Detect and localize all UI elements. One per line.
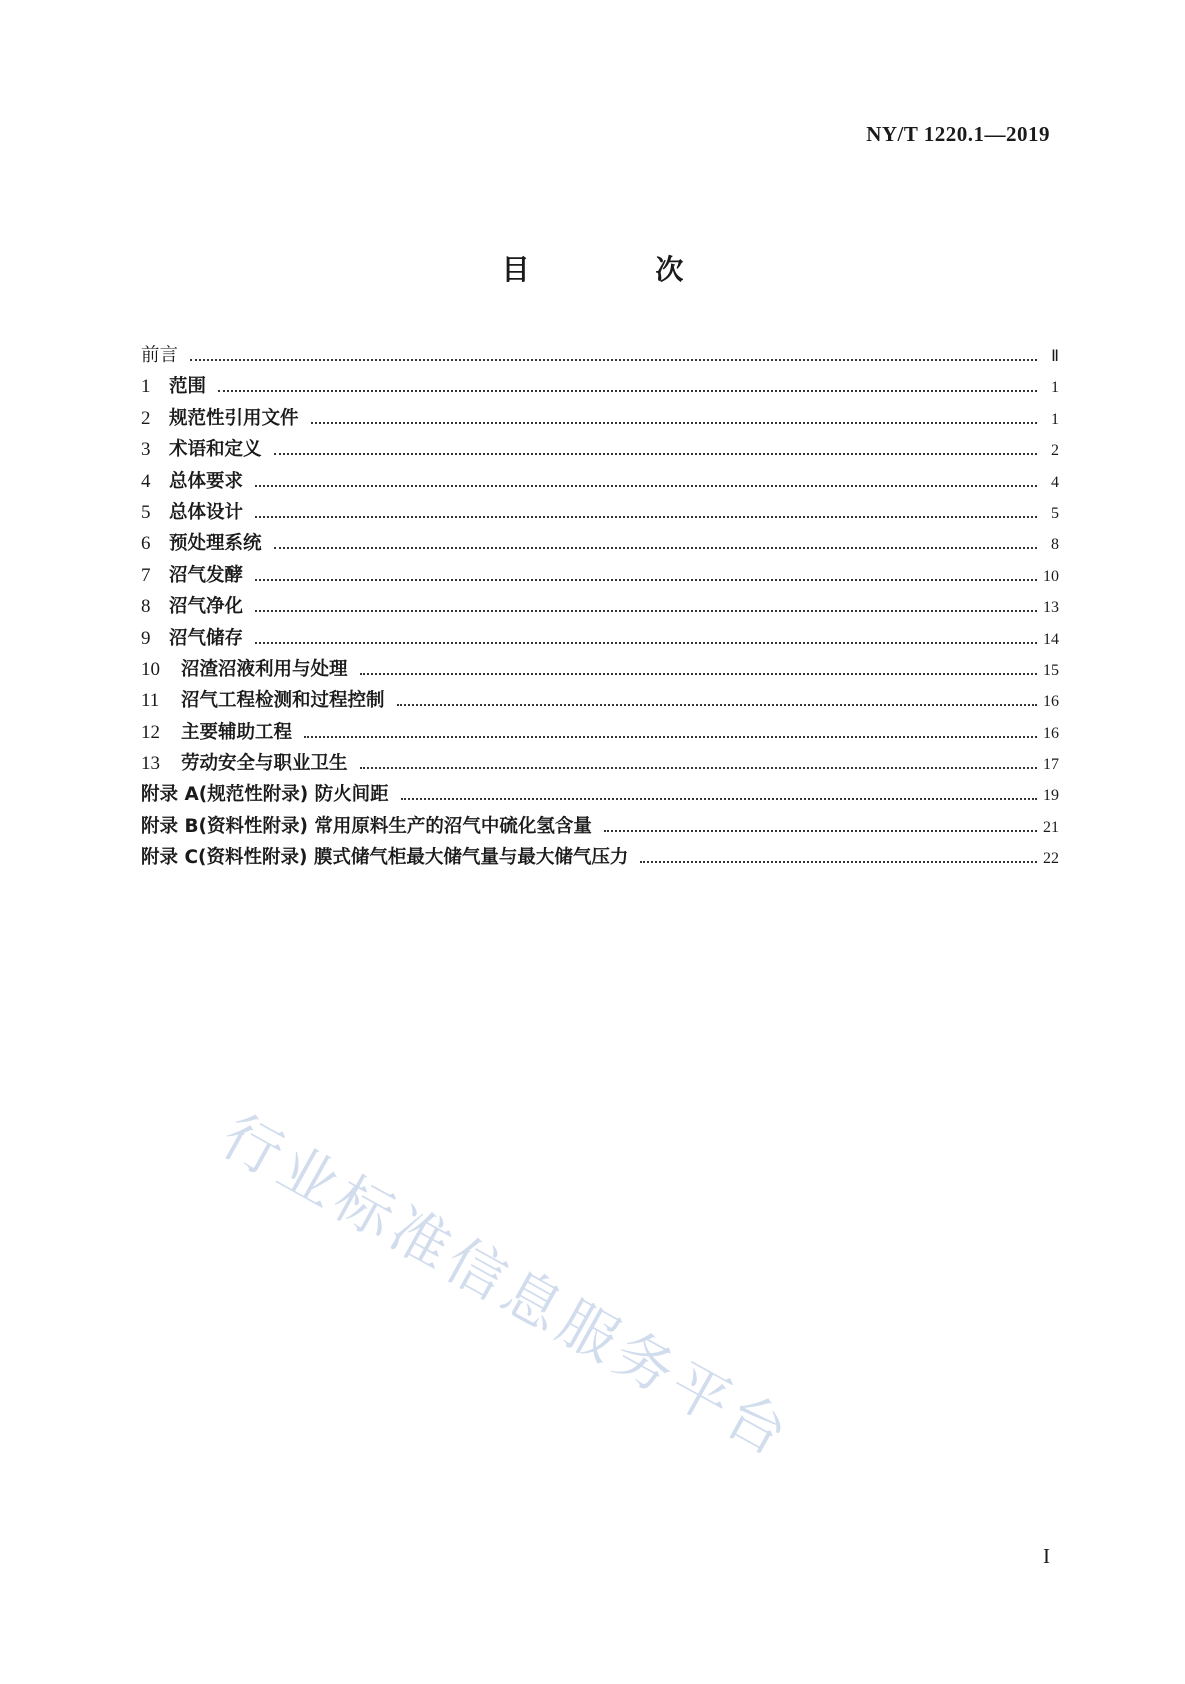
toc-entry-page: 22 xyxy=(1043,850,1059,868)
dot-leader xyxy=(604,830,1037,832)
toc-entry-page: 10 xyxy=(1043,567,1059,585)
toc-entry-number: 9 xyxy=(141,627,151,649)
dot-leader xyxy=(274,453,1037,455)
toc-entry[interactable] xyxy=(141,529,1059,560)
toc-entry[interactable] xyxy=(141,435,1059,466)
dot-leader xyxy=(255,579,1037,581)
dot-leader xyxy=(304,736,1037,738)
page-number: I xyxy=(1043,1544,1050,1568)
toc-entry-page: 14 xyxy=(1043,630,1059,648)
dot-leader xyxy=(311,422,1037,424)
toc-entry-page: 16 xyxy=(1043,693,1059,711)
toc-entry-label: 沼气发酵 xyxy=(169,564,244,586)
toc-entry-number: 8 xyxy=(141,596,151,618)
dot-leader xyxy=(274,547,1037,549)
toc-entry-label: 沼气储存 xyxy=(169,627,244,649)
toc-entry-label: 总体设计 xyxy=(169,501,244,523)
dot-leader xyxy=(401,798,1037,800)
page-title: 目 次 xyxy=(501,253,742,286)
toc-entry-label: 附录 B(资料性附录) 常用原料生产的沼气中硫化氢含量 xyxy=(141,815,592,837)
toc-entry[interactable] xyxy=(141,686,1059,717)
toc-entry-label: 主要辅助工程 xyxy=(181,721,293,743)
toc-entry-label: 沼气工程检测和过程控制 xyxy=(181,690,385,712)
toc-entry-page: 2 xyxy=(1051,442,1059,460)
toc-entry-number: 2 xyxy=(141,407,151,429)
standard-code: NY/T 1220.1—2019 xyxy=(866,122,1050,146)
toc-entry[interactable] xyxy=(141,624,1059,655)
dot-leader xyxy=(360,767,1037,769)
toc-entry-label: 附录 A(规范性附录) 防火间距 xyxy=(141,784,389,806)
toc-entry-number: 12 xyxy=(141,721,160,743)
toc-entry-page: 4 xyxy=(1051,473,1059,491)
dot-leader xyxy=(255,642,1037,644)
toc-entry-page: 13 xyxy=(1043,599,1059,617)
toc-entry-number: 5 xyxy=(141,501,151,523)
toc-entry-number: 11 xyxy=(141,690,160,712)
toc-entry[interactable] xyxy=(141,592,1059,623)
table-of-contents xyxy=(141,341,1059,875)
toc-entry-label: 附录 C(资料性附录) 膜式储气柜最大储气量与最大储气压力 xyxy=(141,847,629,869)
toc-entry-appendix-c[interactable] xyxy=(141,843,1059,874)
toc-entry-label: 规范性引用文件 xyxy=(169,407,299,429)
dot-leader xyxy=(255,516,1037,518)
dot-leader xyxy=(255,485,1037,487)
toc-entry-page: 17 xyxy=(1043,756,1059,774)
toc-entry-label: 前言 xyxy=(141,345,179,366)
toc-entry-number: 7 xyxy=(141,564,151,586)
toc-entry-page: Ⅱ xyxy=(1051,348,1059,365)
toc-entry-page: 5 xyxy=(1051,504,1059,522)
toc-entry[interactable] xyxy=(141,498,1059,529)
toc-entry-label: 预处理系统 xyxy=(169,533,262,555)
toc-entry-page: 1 xyxy=(1051,410,1059,428)
dot-leader xyxy=(218,390,1037,392)
toc-entry-page: 8 xyxy=(1051,536,1059,554)
toc-entry-number: 6 xyxy=(141,533,151,555)
toc-entry-number: 3 xyxy=(141,439,151,461)
toc-entry-appendix-b[interactable] xyxy=(141,812,1059,843)
toc-entry-page: 1 xyxy=(1051,379,1059,397)
toc-entry[interactable] xyxy=(141,749,1059,780)
dot-leader xyxy=(190,359,1037,361)
toc-entry-label: 沼渣沼液利用与处理 xyxy=(181,658,348,680)
toc-entry-label: 劳动安全与职业卫生 xyxy=(181,753,348,775)
toc-entry-page: 16 xyxy=(1043,724,1059,742)
toc-entry-number: 10 xyxy=(141,658,160,680)
toc-entry-label: 总体要求 xyxy=(169,470,244,492)
toc-entry-page: 19 xyxy=(1043,787,1059,805)
toc-entry-foreword[interactable] xyxy=(141,341,1059,372)
dot-leader xyxy=(640,861,1037,863)
toc-entry-number: 13 xyxy=(141,753,160,775)
toc-entry[interactable] xyxy=(141,467,1059,498)
toc-entry[interactable] xyxy=(141,655,1059,686)
dot-leader xyxy=(255,610,1037,612)
toc-entry[interactable] xyxy=(141,718,1059,749)
dot-leader xyxy=(360,673,1037,675)
dot-leader xyxy=(397,704,1037,706)
toc-entry-label: 术语和定义 xyxy=(169,439,262,461)
toc-entry[interactable] xyxy=(141,561,1059,592)
toc-entry-page: 21 xyxy=(1043,818,1059,836)
toc-entry-label: 沼气净化 xyxy=(169,596,244,618)
toc-entry-label: 范围 xyxy=(169,376,207,398)
toc-entry-appendix-a[interactable] xyxy=(141,780,1059,811)
toc-entry-number: 1 xyxy=(141,376,151,398)
toc-entry[interactable] xyxy=(141,372,1059,403)
watermark: 行业标准信息服务平台 xyxy=(210,1101,804,1472)
toc-entry[interactable] xyxy=(141,404,1059,435)
toc-entry-number: 4 xyxy=(141,470,151,492)
toc-entry-page: 15 xyxy=(1043,661,1059,679)
